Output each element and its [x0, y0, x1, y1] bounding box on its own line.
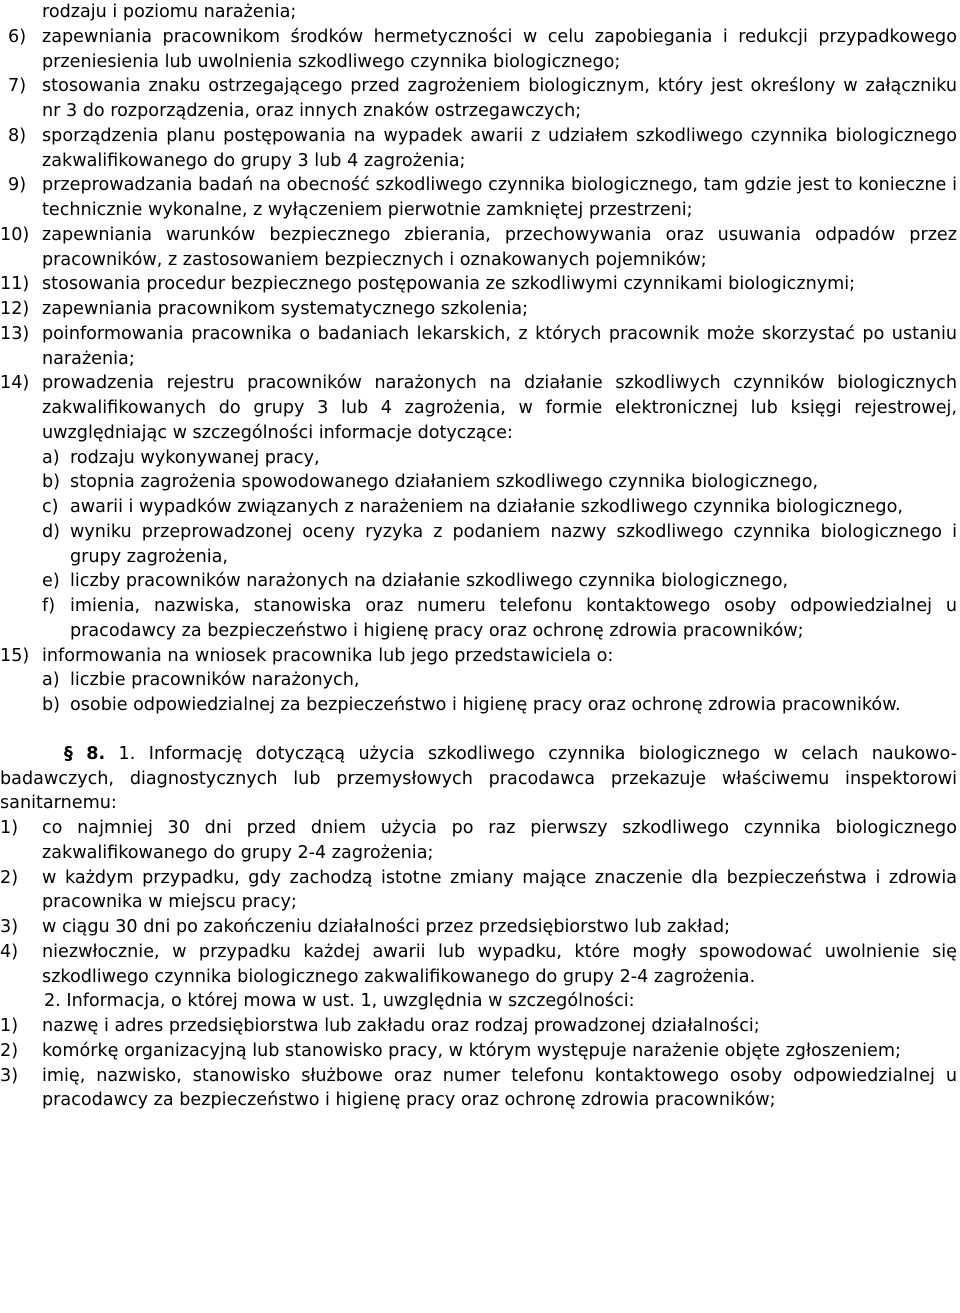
- item-number: 3): [0, 1065, 19, 1086]
- item-number: 6): [8, 26, 27, 47]
- section-sign: §: [64, 743, 73, 764]
- item-text: komórkę organizacyjną lub stanowisko pracy, w którym występuje narażenie objęte zgłoszeniem;: [42, 1040, 901, 1061]
- section-paragraph: [0, 742, 957, 816]
- item-number: 11): [0, 274, 30, 295]
- item-text: nazwę i adres przedsiębiorstwa lub zakładu oraz rodzaj prowadzonej działalności;: [42, 1016, 760, 1036]
- sub-item-letter: a): [42, 447, 60, 468]
- sub-list-item: [0, 594, 957, 644]
- item-number: 12): [0, 299, 30, 319]
- item-number: 4): [0, 941, 19, 962]
- sub-item-text: imienia, nazwiska, stanowiska oraz numeru telefonu kontaktowego osoby odpowiedzialnej u pracodawcy za bezpieczeństwo i higienę pracy oraz ochronę zdrowia pracowników;: [70, 596, 957, 641]
- sub-list-item: [0, 693, 957, 718]
- sub-item-letter: b): [42, 472, 61, 493]
- item-text: imię, nazwisko, stanowisko służbowe oraz numer telefonu kontaktowego osoby odpowiedzialnej u pracodawcy za bezpieczeństwo i higienę pracy oraz ochronę zdrowia pracowników;: [42, 1065, 957, 1111]
- sub-list-item: [0, 668, 957, 693]
- item-number: 2): [0, 867, 19, 888]
- item-number: 2): [0, 1040, 19, 1061]
- sub-list-item: [0, 520, 957, 570]
- item-text: poinformowania pracownika o badaniach lekarskich, z których pracownik może skorzystać po ustaniu narażenia;: [42, 323, 957, 369]
- item-text: w każdym przypadku, gdy zachodzą istotne zmiany mające znaczenie dla bezpieczeństwa i zdrowia pracownika w miejscu pracy;: [42, 867, 957, 913]
- sub-item-text: rodzaju wykonywanej pracy,: [70, 447, 320, 468]
- item-number: 10): [0, 224, 30, 245]
- ust-number: 1.: [118, 743, 136, 764]
- item-text: w ciągu 30 dni po zakończeniu działalności przez przedsiębiorstwo lub zakład;: [42, 917, 731, 937]
- item-text: zapewniania warunków bezpiecznego zbierania, przechowywania oraz usuwania odpadów przez pracowników, z zastosowaniem bezpiecznych i oznakowanych pojemników;: [42, 224, 957, 270]
- sub-list-item: [0, 495, 957, 520]
- sub-item-letter: d): [42, 521, 61, 542]
- list-item: [0, 223, 957, 273]
- list-item: [0, 644, 957, 669]
- item-text: stosowania znaku ostrzegającego przed zagrożeniem biologicznym, który jest określony w załączniku nr 3 do rozporządzenia, oraz innych znaków ostrzegawczych;: [42, 76, 957, 121]
- item-text: zapewniania pracownikom systematycznego szkolenia;: [42, 299, 529, 319]
- sub-list-item: [0, 470, 957, 495]
- item-text: zapewniania pracownikom środków hermetyczności w celu zapobiegania i redukcji przypadkowego przeniesienia lub uwolnienia szkodliwego czynnika biologicznego;: [42, 26, 957, 72]
- item-number: 14): [0, 373, 30, 394]
- sub-list-item: [0, 446, 957, 471]
- list-item: [0, 1064, 957, 1114]
- sub-item-text: liczbie pracowników narażonych,: [70, 670, 360, 691]
- list-item: [0, 74, 957, 124]
- sub-item-letter: b): [42, 695, 61, 715]
- item-number: 1): [0, 1016, 19, 1036]
- item-text: przeprowadzania badań na obecność szkodliwego czynnika biologicznego, tam gdzie jest to konieczne i technicznie wykonalne, z wyłączeniem pierwotnie zamkniętej przestrzeni;: [42, 175, 957, 220]
- sub-item-text: awarii i wypadków związanych z narażeniem na działanie szkodliwego czynnika biologicznego,: [70, 497, 903, 517]
- item-text: stosowania procedur bezpiecznego postępowania ze szkodliwymi czynnikami biologicznymi;: [42, 274, 856, 295]
- item-text: prowadzenia rejestru pracowników narażonych na działanie szkodliwych czynników biologicznych zakwalifikowanych do grupy 3 lub 4 zagrożenia, w formie elektronicznej lub księgi rejestrowej, uwzględniając w szczególności informacje dotyczące:: [42, 373, 957, 443]
- section-number: 8.: [86, 743, 106, 764]
- list-item: [0, 173, 957, 223]
- sub-item-letter: e): [42, 571, 60, 592]
- list-item: [0, 322, 957, 372]
- continuation-text: rodzaju i poziomu narażenia;: [42, 2, 297, 22]
- item-number: 15): [0, 645, 30, 666]
- paragraph-2: 2. Informacja, o której mowa w ust. 1, uwzględnia w szczególności:: [44, 991, 635, 1012]
- item-number: 7): [8, 76, 27, 97]
- sub-item-text: stopnia zagrożenia spowodowanego działaniem szkodliwego czynnika biologicznego,: [70, 472, 819, 493]
- item-text: sporządzenia planu postępowania na wypadek awarii z udziałem szkodliwego czynnika biologicznego zakwalifikowanego do grupy 3 lub 4 zagrożenia;: [42, 125, 957, 171]
- list-item: [0, 915, 957, 940]
- list-item: [0, 940, 957, 990]
- list-item: [0, 124, 957, 174]
- item-number: 13): [0, 323, 30, 344]
- item-text: informowania na wniosek pracownika lub jego przedstawiciela o:: [42, 645, 614, 666]
- item-number: 3): [0, 917, 19, 937]
- sub-item-letter: f): [42, 596, 56, 616]
- sub-item-text: wyniku przeprowadzonej oceny ryzyka z podaniem nazwy szkodliwego czynnika biologicznego i grupy zagrożenia,: [70, 521, 957, 567]
- list-item: [0, 1039, 957, 1064]
- list-item: [0, 272, 957, 297]
- list-item: [0, 371, 957, 445]
- item-text: co najmniej 30 dni przed dniem użycia po raz pierwszy szkodliwego czynnika biologicznego zakwalifikowanego do grupy 2-4 zagrożenia;: [42, 818, 957, 863]
- sub-list-item: [0, 569, 957, 594]
- sub-item-text: osobie odpowiedzialnej za bezpieczeństwo i higienę pracy oraz ochronę zdrowia pracowników.: [70, 695, 901, 715]
- item-text: niezwłocznie, w przypadku każdej awarii lub wypadku, które mogły spowodować uwolnienie się szkodliwego czynnika biologicznego zakwalifikowanego do grupy 2-4 zagrożenia.: [42, 941, 957, 987]
- item-number: 9): [8, 175, 27, 196]
- list-item: [0, 1014, 957, 1039]
- item-number: 8): [8, 125, 27, 146]
- sub-item-text: liczby pracowników narażonych na działanie szkodliwego czynnika biologicznego,: [70, 571, 789, 592]
- list-item: [0, 866, 957, 916]
- list-item: [0, 297, 957, 322]
- list-item: [0, 816, 957, 866]
- sub-item-letter: a): [42, 670, 60, 691]
- sub-item-letter: c): [42, 497, 59, 517]
- section-text: Informację dotyczącą użycia szkodliwego czynnika biologicznego w celach naukowo-badawczych, diagnostycznych lub przemysłowych pracodawca przekazuje właściwemu inspektorowi sanitarnemu:: [0, 743, 957, 814]
- list-item: [0, 25, 957, 75]
- item-number: 1): [0, 818, 19, 838]
